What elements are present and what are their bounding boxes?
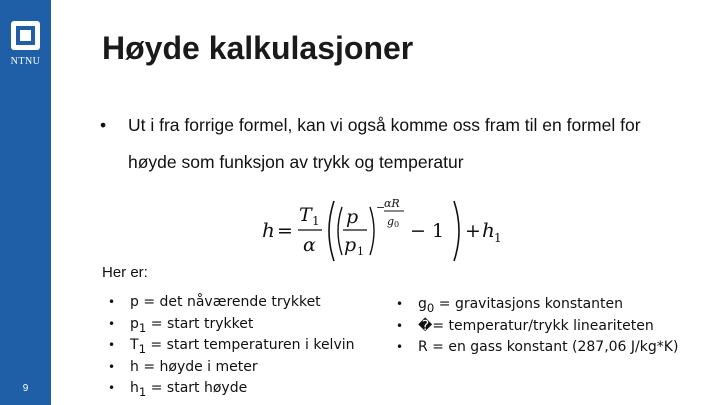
formula-p1: p xyxy=(344,234,357,256)
formula-alpha: α xyxy=(303,234,316,256)
intro-text: Ut i fra forrige formel, kan vi også komme oss fram til en formel for høyde som funksjon av trykk og temperatur xyxy=(128,115,641,172)
ntnu-logo-icon xyxy=(11,21,40,50)
list-item: • h = høyde i meter xyxy=(108,357,355,379)
formula-h1-sub: 1 xyxy=(494,231,502,245)
left-paren-outer xyxy=(329,201,334,261)
formula-t1-sub: 1 xyxy=(312,214,320,228)
slide-number: 9 xyxy=(22,383,29,394)
formula-exp-minus: − xyxy=(376,201,386,214)
formula-exp-den: g xyxy=(387,215,395,228)
bullet-icon: • xyxy=(100,115,107,135)
list-item: • $T_1$ = start temperaturen i kelvin xyxy=(108,337,355,356)
formula-exp-num: αR xyxy=(384,197,400,210)
bullet-icon: • xyxy=(396,340,404,354)
list-item: • p = det nåværende trykket xyxy=(108,292,355,314)
formula-minus-one: − 1 xyxy=(410,220,445,242)
height-formula xyxy=(258,193,518,265)
bullet-icon: • xyxy=(108,359,116,374)
formula-lhs: h xyxy=(262,218,275,242)
formula-plus: + xyxy=(465,220,481,242)
bullet-icon: • xyxy=(108,316,116,331)
list-item: • R = en gass konstant (287,06 J/kg*K) xyxy=(396,337,678,359)
list-item: • $p_1$ = start trykket xyxy=(108,315,254,335)
formula-exp-den-sub: 0 xyxy=(394,220,400,229)
right-paren-outer xyxy=(454,201,459,261)
bullet-icon: • xyxy=(108,338,116,352)
bullet-icon: • xyxy=(108,381,116,395)
list-item: • �= temperatur/trykk lineariteten xyxy=(396,316,678,338)
page-title: Høyde kalkulasjoner xyxy=(102,30,414,66)
logo-text: NTNU xyxy=(10,56,41,67)
bullet-icon: • xyxy=(396,297,404,311)
right-paren-inner xyxy=(370,207,374,255)
definitions-list-right xyxy=(396,294,678,359)
list-item: • $h_1$ = start høyde xyxy=(108,380,248,399)
sidebar xyxy=(0,0,51,405)
bullet-icon: • xyxy=(396,318,404,333)
formula-h1: h xyxy=(482,218,495,242)
formula-p: p xyxy=(346,206,359,228)
left-paren-inner xyxy=(338,207,342,255)
definitions-label: Her er: xyxy=(102,264,148,281)
intro-paragraph xyxy=(100,107,660,181)
bullet-icon: • xyxy=(108,295,116,309)
list-item: • $g_0$ = gravitasjons konstanten xyxy=(396,296,624,315)
formula-p1-sub: 1 xyxy=(357,245,364,258)
definitions-list-left xyxy=(108,292,355,400)
formula-equals: = xyxy=(277,220,293,242)
formula-t1: T xyxy=(299,204,312,226)
